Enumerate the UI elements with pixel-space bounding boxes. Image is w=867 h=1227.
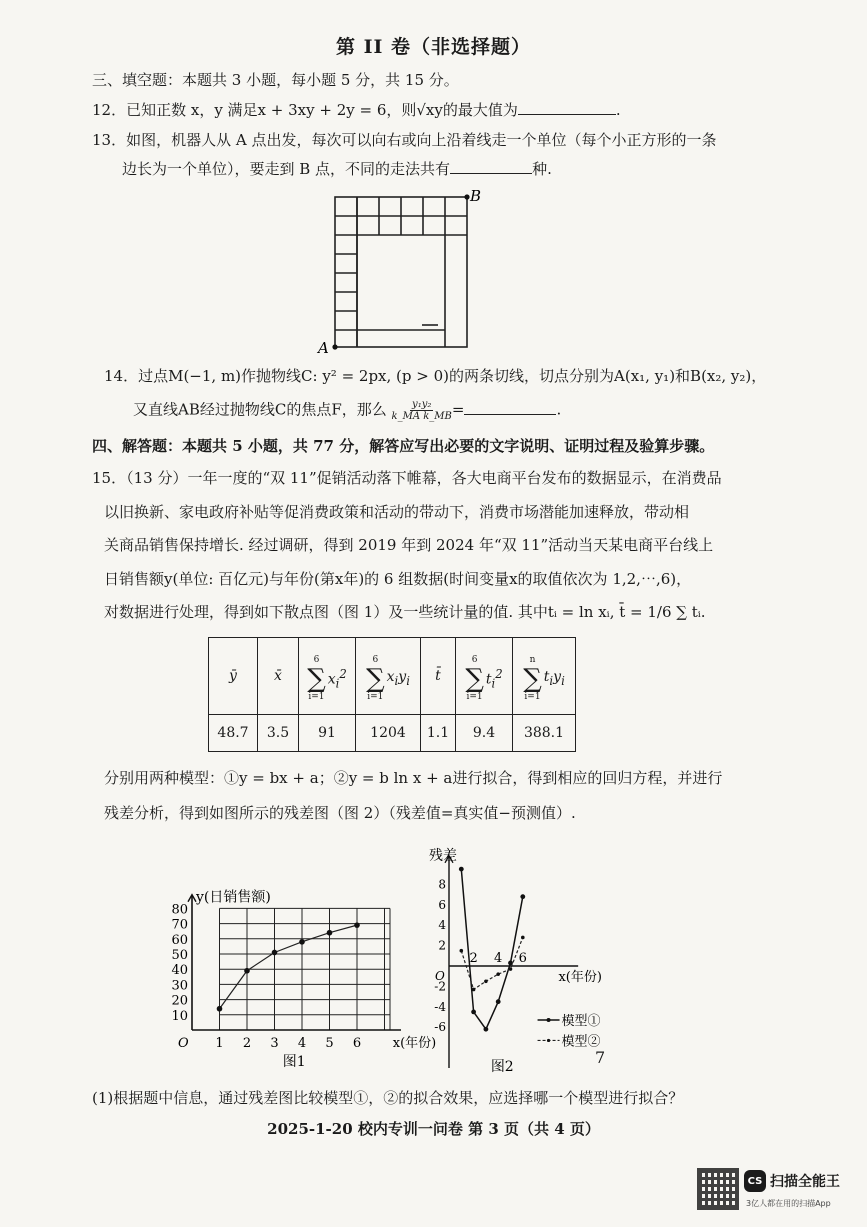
question-13-line2-text: 边长为一个单位），要走到 B 点，不同的走法共有: [122, 160, 451, 178]
data-point: [272, 950, 278, 956]
figure-1-scatter: [170, 870, 437, 1070]
question-15-line1: 15．（13 分）一年一度的“双 11”促销活动落下帷幕，各大电商平台发布的数据显示，在消费品: [92, 469, 722, 487]
question-15-line7: 残差分析，得到如图所示的残差图（图 2）（残差值=真实值−预测值）.: [104, 804, 576, 822]
figure-2-caption: 图2: [490, 1059, 514, 1076]
x-tick-label: 3: [270, 1036, 279, 1051]
question-13-line2: [122, 159, 552, 179]
x-tick-label: 5: [325, 1036, 334, 1051]
question-14-line2-text: 又直线AB经过抛物线C的焦点F，那么: [133, 400, 387, 419]
y-tick-label: 2: [438, 938, 446, 953]
y-axis-label: 残差: [429, 847, 457, 864]
table-header: n ∑ i=1 $t_iy_i$: [513, 638, 576, 715]
table-header: t̄: [421, 638, 456, 715]
y-tick-label: 10: [171, 1008, 188, 1024]
question-14-line2: [133, 399, 561, 422]
y-tick-label: 80: [171, 902, 188, 918]
x-tick-label: 2: [242, 1036, 252, 1051]
y-tick-label: 30: [171, 978, 188, 994]
table-cell: 1204: [356, 715, 421, 752]
y-tick-label: 40: [171, 963, 188, 979]
data-point: [244, 968, 250, 974]
section-heading-answer: 四、解答题：本题共 5 小题，共 77 分，解答应写出必要的文字说明、证明过程及验算步骤。: [92, 437, 715, 455]
origin-label: O: [178, 1036, 189, 1051]
y-tick-label: 60: [171, 932, 188, 948]
figure-1-caption: 图1: [282, 1054, 306, 1070]
x-axis-label: x(年份): [392, 1036, 437, 1051]
label-a: A: [318, 339, 329, 357]
question-15-line3: 关商品销售保持增长. 经过调研，得到 2019 年到 2024 年“双 11”活动当天某电商平台线上: [104, 536, 714, 554]
x-tick-label: 4: [297, 1036, 307, 1051]
question-15-line4: 日销售额y(单位: 百亿元)与年份(第x年)的 6 组数据(时间变量x的取值依次为 1,2,⋯,6)，: [104, 570, 692, 588]
question-15-subquestion-1: (1)根据题中信息，通过残差图比较模型①，②的拟合效果，应选择哪一个模型进行拟合？: [92, 1089, 684, 1107]
y-tick-label: -2: [434, 979, 446, 994]
legend-marker-model-2: [547, 1039, 550, 1042]
table-cell: 1.1: [421, 715, 456, 752]
residual-point-model-2: [472, 988, 476, 992]
data-point: [299, 939, 305, 945]
table-cell: 48.7: [209, 715, 258, 752]
section-heading-fill-in: 三、填空题：本题共 3 小题，每小题 5 分，共 15 分。: [92, 71, 459, 89]
table-cell: 3.5: [258, 715, 299, 752]
x-tick-label: 2: [469, 951, 478, 966]
data-point: [327, 930, 333, 936]
table-cell: 9.4: [456, 715, 513, 752]
x-tick-label: 1: [215, 1036, 224, 1051]
table-cell: 91: [299, 715, 356, 752]
scanner-name: 扫描全能王: [770, 1174, 840, 1190]
table-header: x̄: [258, 638, 299, 715]
table-header: 6 ∑ i=1 $x_i^2$: [299, 638, 356, 715]
question-12-text: 12．已知正数 x，y 满足x + 3xy + 2y = 6，则√xy的最大值为: [92, 101, 518, 119]
residual-point-model-1: [471, 1010, 476, 1015]
table-header: 6 ∑ i=1 $t_i^2$: [456, 638, 513, 715]
page-footer: 2025-1-20 校内专训一问卷 第 3 页（共 4 页）: [267, 1120, 600, 1138]
fraction: [392, 399, 452, 422]
question-14-end: .: [556, 400, 562, 419]
origin-label: O: [435, 969, 445, 983]
question-14-line1: 14．过点M(−1, m)作抛物线C: y² = 2px, (p > 0)的两条切线，切点分别为A(x₁, y₁)和B(x₂, y₂)，: [104, 367, 767, 385]
table-header: 6 ∑ i=1 $x_iy_i$: [356, 638, 421, 715]
y-tick-label: 50: [171, 948, 188, 963]
statistics-table: [208, 637, 576, 752]
residual-point-model-2: [460, 949, 464, 953]
fraction-numerator: y₁y₂: [412, 399, 432, 410]
legend-label-model-2: 模型②: [561, 1034, 601, 1050]
question-13-line2-end: 种.: [532, 160, 552, 178]
y-tick-label: 8: [438, 877, 446, 892]
page-mark-number: 7: [595, 1048, 606, 1067]
scanner-logo-icon: CS: [744, 1170, 766, 1192]
residual-point-model-2: [509, 967, 513, 971]
page-title: 第 II 卷（非选择题）: [335, 36, 531, 58]
x-axis-label: x(年份): [558, 970, 602, 985]
y-axis-label: y(日销售额): [196, 889, 271, 906]
answer-blank-12: [518, 100, 616, 115]
scanner-tagline: 3亿人都在用的扫描App: [746, 1199, 831, 1208]
y-tick-label: 6: [438, 897, 446, 912]
point-b-dot: [464, 194, 469, 199]
legend-marker-model-1: [547, 1018, 551, 1022]
answer-blank-14: [464, 400, 556, 415]
fraction-denominator: k_MA k_MB: [391, 411, 452, 422]
figure-2-residual: [415, 835, 610, 1076]
question-13-line1: 13．如图，机器人从 A 点出发，每次可以向右或向上沿着线走一个单位（每个小正方形的一条: [92, 131, 717, 149]
question-15-line5: 对数据进行处理，得到如下散点图（图 1）及一些统计量的值. 其中tᵢ = ln xᵢ, t̄ = 1/6 ∑ tᵢ.: [104, 603, 706, 621]
label-b: B: [470, 187, 482, 205]
question-14-equals: =: [451, 400, 465, 419]
path-grid-figure: [310, 185, 490, 355]
residual-point-model-1: [484, 1027, 489, 1032]
answer-blank-13: [450, 159, 532, 174]
x-tick-label: 6: [518, 951, 527, 966]
trend-curve: [220, 925, 358, 1009]
point-a-dot: [332, 344, 337, 349]
qr-code-icon: [697, 1168, 739, 1210]
grid-lines: [335, 197, 467, 347]
table-header: ȳ: [209, 638, 258, 715]
y-tick-label: -6: [434, 1020, 446, 1035]
data-point: [217, 1006, 223, 1012]
y-tick-label: 4: [438, 918, 446, 933]
question-12-end: .: [615, 101, 621, 119]
y-tick-label: -4: [434, 999, 446, 1014]
x-tick-label: 6: [352, 1036, 362, 1051]
residual-line-model-1: [461, 869, 523, 1029]
question-15-line6: 分别用两种模型：①y = bx + a；②y = b ln x + a进行拟合，得到相应的回归方程，并进行: [104, 769, 723, 787]
residual-point-model-1: [459, 867, 464, 872]
residual-point-model-2: [484, 980, 488, 984]
question-15-line2: 以旧换新、家电政府补贴等促消费政策和活动的带动下，消费市场潜能加速释放，带动相: [104, 503, 690, 521]
data-point: [354, 922, 360, 928]
x-tick-label: 4: [494, 951, 503, 966]
y-tick-label: 70: [171, 917, 188, 933]
table-cell: 388.1: [513, 715, 576, 752]
y-tick-label: 20: [171, 993, 188, 1009]
residual-point-model-2: [521, 936, 525, 940]
residual-point-model-1: [520, 894, 525, 899]
question-12: [92, 100, 621, 120]
legend-label-model-1: 模型①: [561, 1014, 601, 1030]
residual-point-model-2: [496, 972, 500, 976]
residual-point-model-1: [496, 999, 501, 1004]
